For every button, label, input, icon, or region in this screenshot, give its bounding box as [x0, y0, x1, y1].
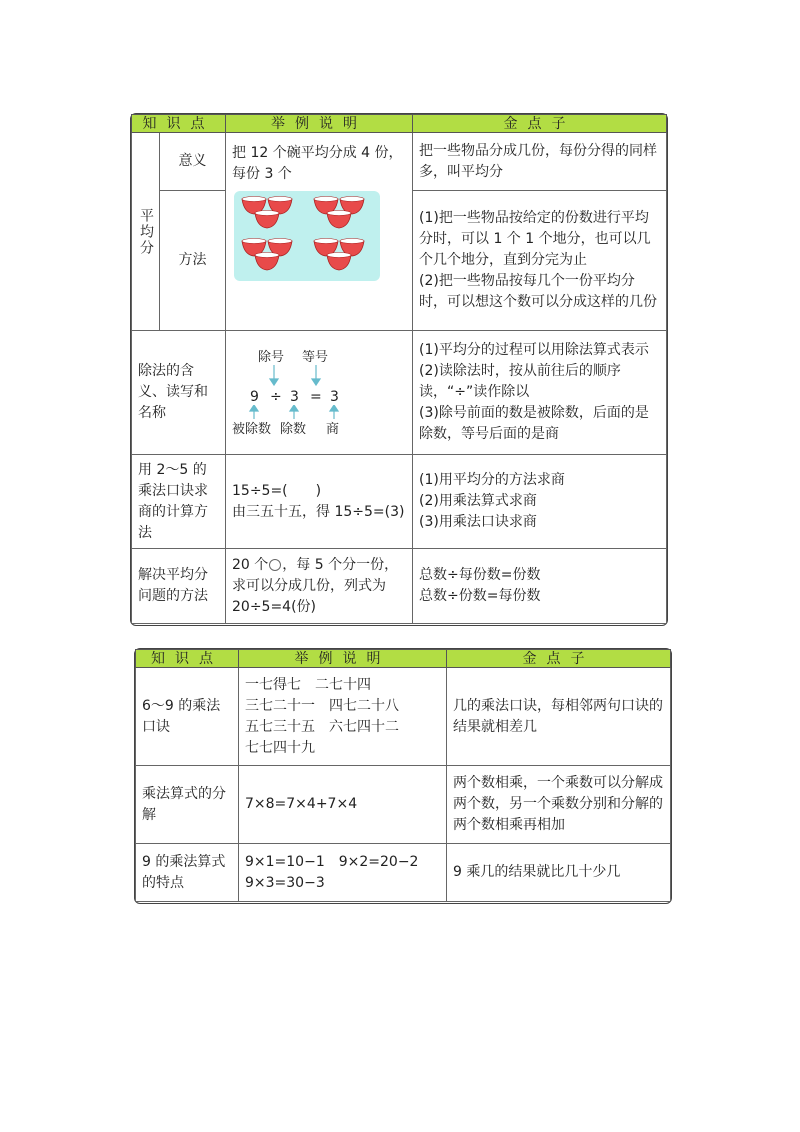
- row3-example-2: 9×3=30−3: [245, 874, 325, 891]
- circle-icon: [269, 559, 281, 571]
- row1-example-cell: [239, 668, 447, 766]
- eq-divisor: 3: [290, 388, 299, 405]
- division-diagram: [232, 347, 406, 439]
- division-diagram-cell: [226, 331, 413, 455]
- division-tips-cell: [413, 331, 667, 455]
- header2-tips: 金点子: [447, 650, 671, 668]
- bowl-rim: [340, 197, 364, 202]
- bowl-rim: [314, 197, 338, 202]
- row1-example-3: 五七三十五 六七四十二: [245, 718, 399, 735]
- bowl-rim: [242, 197, 266, 202]
- table25-tip-3: (3)用乘法口诀求商: [419, 514, 537, 530]
- table25-tips-cell: [413, 455, 667, 549]
- header-example: 举例说明: [226, 115, 413, 133]
- header-tips: 金点子: [413, 115, 667, 133]
- name-quotient: 商: [326, 421, 340, 437]
- table25-tip-1: (1)用平均分的方法求商: [419, 472, 565, 488]
- row3-example-cell: [239, 844, 447, 902]
- eq-quotient: 3: [330, 388, 339, 405]
- row2-tip: 两个数相乘，一个乘数可以分解成两个数，另一个乘数分别和分解的两个数相乘再相加: [447, 766, 671, 844]
- name-dividend: 被除数: [232, 421, 272, 437]
- row-division: [132, 331, 667, 455]
- solve-example-3: 20÷5=4(份): [232, 598, 317, 615]
- solve-example-1a: 20 个: [232, 556, 269, 573]
- meaning-label: 意义: [160, 133, 226, 191]
- bowl-rim: [327, 253, 351, 258]
- row-solve: [132, 549, 667, 624]
- table25-tip-2: (2)用乘法算式求商: [419, 493, 537, 509]
- solve-example-1: [232, 555, 406, 576]
- eq-equal-sign: =: [310, 388, 322, 405]
- shared-example-cell: [226, 133, 413, 331]
- row-nine: [136, 844, 671, 902]
- bowl-rim: [340, 239, 364, 244]
- division-label: 除法的含义、读写和名称: [132, 331, 226, 455]
- division-tip-3: (3)除号前面的数是被除数，后面的是除数，等号后面的是商: [419, 405, 649, 442]
- table1-header-row: [132, 115, 667, 133]
- shared-example-text: 把 12 个碗平均分成 4 份，每份 3 个: [232, 145, 403, 182]
- table25-example-1: 15÷5=( ): [232, 482, 322, 499]
- header2-knowledge: 知识点: [136, 650, 239, 668]
- row1-label: 6～9 的乘法口诀: [136, 668, 239, 766]
- row-meaning: [132, 133, 667, 191]
- method-label: 方法: [160, 191, 226, 331]
- row3-example-1: 9×1=10−1 9×2=20−2: [245, 853, 419, 870]
- solve-label: 解决平均分问题的方法: [132, 549, 226, 624]
- bowl-rim: [255, 253, 279, 258]
- solve-tip-2: 总数÷份数=每份数: [419, 588, 541, 604]
- row-table-2-5: [132, 455, 667, 549]
- row2-example: 7×8=7×4+7×4: [239, 766, 447, 844]
- meaning-tip: 把一些物品分成几份，每份分得的同样多，叫平均分: [413, 133, 667, 191]
- header2-example: 举例说明: [239, 650, 447, 668]
- row2-label: 乘法算式的分解: [136, 766, 239, 844]
- division-tip-1: (1)平均分的过程可以用除法算式表示: [419, 342, 649, 358]
- table25-example-2: 由三五十五，得 15÷5=(3): [232, 503, 405, 520]
- method-tip-1: (1)把一些物品按给定的份数进行平均分时，可以 1 个 1 个地分，也可以几个几个地分，直到分完为止: [419, 210, 651, 268]
- bowl-rim: [327, 211, 351, 216]
- row1-tip: 几的乘法口诀，每相邻两句口诀的结果就相差几: [447, 668, 671, 766]
- row1-example-1: 一七得七 二七十四: [245, 676, 371, 693]
- solve-example-cell: [226, 549, 413, 624]
- method-tip-2: (2)把一些物品按每几个一份平均分时，可以想这个数可以分成这样的几份: [419, 273, 657, 310]
- bowls-image: [234, 191, 380, 281]
- bowl-rim: [268, 197, 292, 202]
- row3-label: 9 的乘法算式的特点: [136, 844, 239, 902]
- row1-example-4: 七七四十九: [245, 739, 315, 756]
- solve-tips-cell: [413, 549, 667, 624]
- group-label: 平均分: [138, 207, 154, 256]
- bowls-icon: [234, 191, 380, 281]
- solve-example-1b: ，每 5 个分一份，: [282, 556, 399, 573]
- header-knowledge: 知识点: [132, 115, 226, 133]
- bowl-rim: [314, 239, 338, 244]
- row3-tip: 9 乘几的结果就比几十少几: [447, 844, 671, 902]
- row-6-9: [136, 668, 671, 766]
- row1-example-2: 三七二十一 四七二十八: [245, 697, 399, 714]
- name-divisor: 除数: [280, 421, 307, 437]
- bowl-rim: [268, 239, 292, 244]
- method-tips-cell: [413, 191, 667, 331]
- diagram-up-arrows: [232, 405, 412, 419]
- solve-tip-1: 总数÷每份数=份数: [419, 567, 541, 583]
- bowl-rim: [242, 239, 266, 244]
- diagram-divsign-label: 除号: [258, 349, 285, 365]
- row-decompose: [136, 766, 671, 844]
- bowl-rim: [255, 211, 279, 216]
- knowledge-table-1: [131, 114, 667, 624]
- table25-example-cell: [226, 455, 413, 549]
- diagram-arrows: [232, 365, 412, 387]
- division-tip-2: (2)读除法时，按从前往后的顺序读，“÷”读作除以: [419, 363, 621, 400]
- eq-dividend: 9: [250, 388, 259, 405]
- solve-example-2: 求可以分成几份，列式为: [232, 577, 386, 594]
- knowledge-table-2: [135, 649, 671, 902]
- table25-label: 用 2～5 的乘法口诀求商的计算方法: [132, 455, 226, 549]
- eq-div-sign: ÷: [270, 388, 282, 405]
- diagram-equal-label: 等号: [302, 349, 329, 365]
- group-cell: [132, 133, 160, 331]
- table2-header-row: [136, 650, 671, 668]
